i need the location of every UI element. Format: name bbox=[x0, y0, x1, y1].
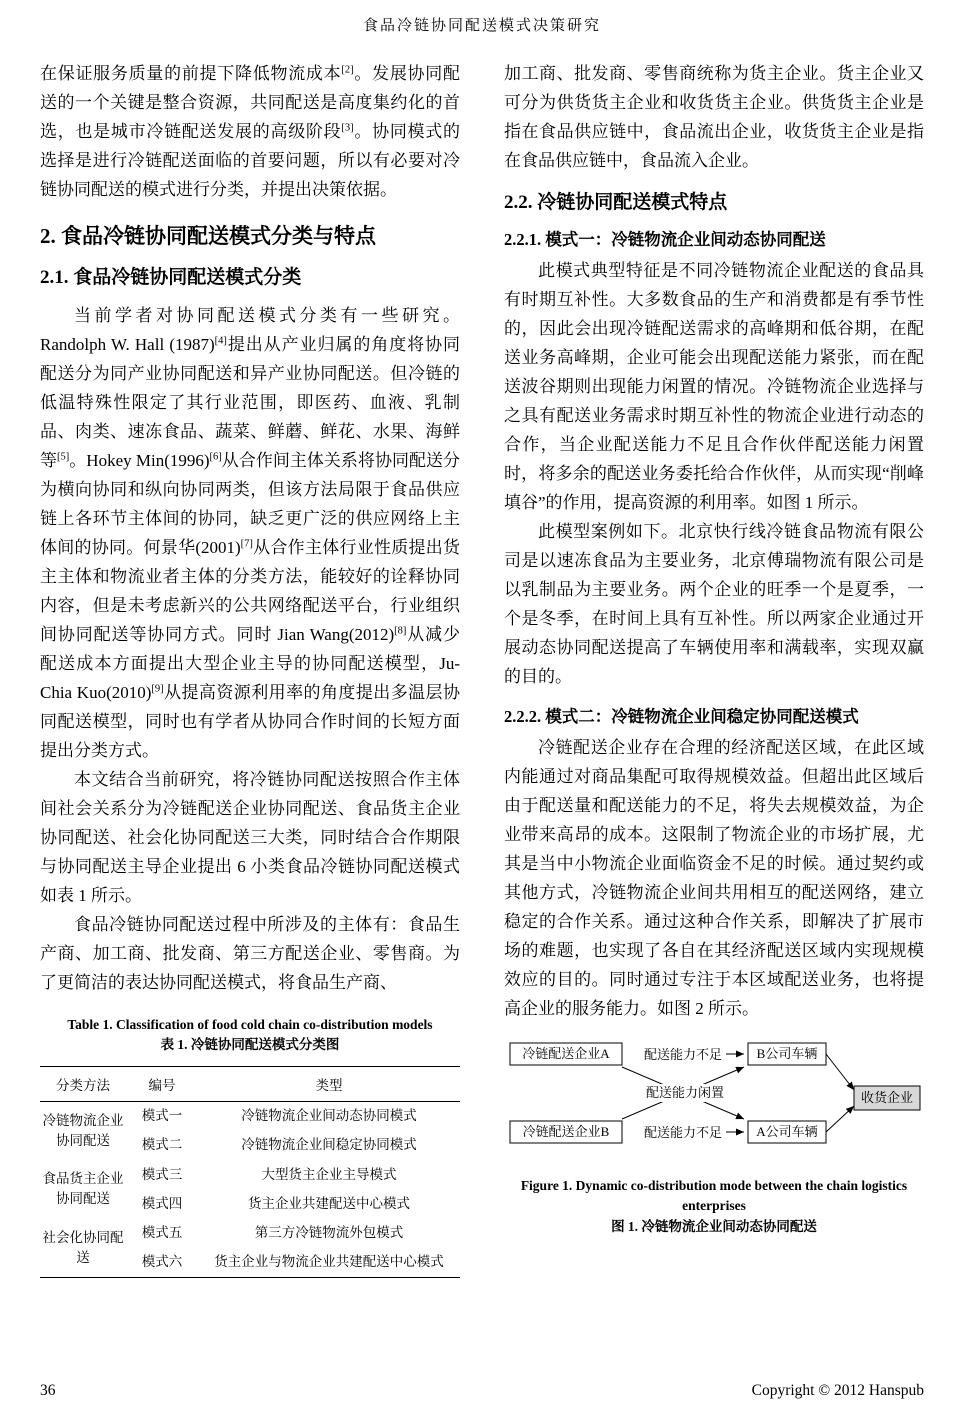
table-model-cell: 模式三 bbox=[141, 1166, 183, 1182]
table-model-cell: 模式一 bbox=[141, 1108, 183, 1123]
classification-table-body bbox=[40, 1101, 460, 1278]
paragraph-cargo-owners: 加工商、批发商、零售商统称为货主企业。货主企业又可分为供货货主企业和收货货主企业。供货货主企业是指在食品供应链中，食品流出企业，收货货主企业是指在食品供应链中，食品流入企业。 bbox=[504, 64, 924, 170]
table-type-cell: 大型货主企业主导模式 bbox=[261, 1166, 397, 1182]
table1-caption-en: Table 1. Classification of food cold chain co-distribution models bbox=[67, 1017, 433, 1032]
citation-ref: [3] bbox=[341, 122, 354, 134]
paragraph-subjects: 食品冷链协同配送过程中所涉及的主体有：食品生产商、加工商、批发商、第三方配送企业、零售商。为了更简洁的表达协同配送模式，将食品生产商、 bbox=[40, 915, 460, 992]
section-heading-2-2-2: 2.2.2. 模式二：冷链物流企业间稳定协同配送模式 bbox=[504, 707, 859, 726]
figure1-caption bbox=[504, 1176, 924, 1237]
citation-ref: [7] bbox=[240, 538, 253, 550]
paragraph-literature: 当前学者对协同配送模式分类有一些研究。Randolph W. Hall (1987)[4]提出从产业归属的角度将协同配送分为同产业协同配送和异产业协同配送。但冷链的低温特殊性限定了其行业范围，即医药、血液、乳制品、肉类、速冻食品、蔬菜、鲜蘑、鲜花、水果、海鲜等[5]。Hokey Min(1996)[6]从合作间主体关系将协同配送分为横向协同和纵向协同两类，但该方法局限于食品供应链上各环节主体间的协同，缺乏更广泛的供应网络上主体间的协同。何景华(2001)[7]从合作主体行业性质提出货主主体和物流业者主体的分类方法，能较好的诠释协同内容，但是未考虑新兴的公共网络配送平台，行业组织间协同配送等协同方式。同时 Jian Wang(2012)[8]从减少配送成本方面提出大型企业主导的协同配送模型，Ju-Chia Kuo(2010)[9]从提高资源利用率的角度提出多温层协同配送模型，同时也有学者从协同合作时间的长短方面提出分类方式。 bbox=[40, 306, 461, 760]
table-model-cell: 模式二 bbox=[141, 1137, 183, 1153]
right-column bbox=[504, 59, 924, 1278]
paragraph-classification: 本文结合当前研究，将冷链协同配送按照合作主体间社会关系分为冷链配送企业协同配送、食品货主企业协同配送、社会化协同配送三大类，同时结合合作期限与协同配送主导企业提出 6 小类食品冷链协同配送模式如表 1 所示。 bbox=[40, 770, 460, 905]
citation-ref: [4] bbox=[214, 335, 227, 347]
table-type-cell: 冷链物流企业间动态协同模式 bbox=[241, 1108, 417, 1123]
citation-ref: [5] bbox=[57, 451, 70, 463]
vehicle-a-label: A公司车辆 bbox=[756, 1124, 818, 1139]
citation-ref: [9] bbox=[151, 683, 164, 695]
to-receiver-arrow-top bbox=[826, 1054, 854, 1090]
vehicle-b-label: B公司车辆 bbox=[756, 1046, 818, 1061]
copyright-notice: Copyright © 2012 Hanspub bbox=[751, 1382, 924, 1399]
company-b-label: 冷链配送企业B bbox=[522, 1124, 610, 1139]
table-model-cell: 模式六 bbox=[141, 1254, 183, 1270]
table-category-cell: 社会化协同配送 bbox=[42, 1229, 124, 1265]
classification-table bbox=[40, 1066, 460, 1279]
table-row bbox=[40, 1160, 460, 1189]
citation-ref: [6] bbox=[209, 451, 222, 463]
idle-capacity-label: 配送能力闲置 bbox=[645, 1085, 725, 1100]
table-row bbox=[40, 1101, 460, 1131]
table-header-method: 分类方法 bbox=[56, 1077, 110, 1093]
table-type-cell: 冷链物流企业间稳定协同模式 bbox=[241, 1137, 417, 1153]
figure1 bbox=[504, 1035, 924, 1237]
page-number: 36 bbox=[40, 1382, 56, 1399]
content-columns bbox=[0, 35, 964, 1278]
section-heading-2-2-1: 2.2.1. 模式一：冷链物流企业间动态协同配送 bbox=[504, 230, 826, 249]
figure1-caption-zh: 图 1. 冷链物流企业间动态协同配送 bbox=[611, 1218, 817, 1234]
table-header-number: 编号 bbox=[148, 1077, 176, 1093]
table1-caption-zh: 表 1. 冷链协同配送模式分类图 bbox=[160, 1037, 340, 1053]
table-type-cell: 货主企业共建配送中心模式 bbox=[248, 1195, 410, 1211]
left-column bbox=[40, 59, 460, 1278]
table-row bbox=[40, 1219, 460, 1248]
shortage-bottom-label: 配送能力不足 bbox=[643, 1125, 723, 1140]
table-category-cell: 食品货主企业协同配送 bbox=[42, 1171, 124, 1207]
shortage-top-label: 配送能力不足 bbox=[643, 1047, 723, 1062]
section-heading-2-2: 2.2. 冷链协同配送模式特点 bbox=[504, 192, 728, 213]
table-category-cell: 冷链物流企业协同配送 bbox=[42, 1112, 124, 1148]
table-model-cell: 模式四 bbox=[141, 1195, 183, 1211]
table1-caption bbox=[40, 1015, 460, 1056]
citation-ref: [8] bbox=[394, 625, 407, 637]
company-a-label: 冷链配送企业A bbox=[522, 1046, 610, 1061]
table-header-row bbox=[40, 1066, 460, 1101]
paragraph-mode2: 冷链配送企业存在合理的经济配送区域，在此区域内能通过对商品集配可取得规模效益。但超出此区域后由于配送量和配送能力的不足，将失去规模效益，为企业带来高昂的成本。这限制了物流企业的市场扩展，尤其是当中小物流企业面临资金不足的时候。通过契约或其他方式，冷链物流企业间共用相互的配送网络，建立稳定的合作关系。通过这种合作关系，即解决了扩展市场的难题，也实现了各自在其经济配送区域内实现规模效应的目的。同时通过专注于本区域配送业务，也将提高企业的服务能力。如图 2 所示。 bbox=[504, 738, 924, 1018]
section-heading-2: 2. 食品冷链协同配送模式分类与特点 bbox=[40, 224, 376, 248]
table-type-cell: 货主企业与物流企业共建配送中心模式 bbox=[214, 1254, 444, 1270]
receiver-label: 收货企业 bbox=[860, 1090, 914, 1105]
to-receiver-arrow-bottom bbox=[826, 1106, 854, 1132]
citation-ref: [2] bbox=[341, 64, 354, 76]
table-header-type: 类型 bbox=[315, 1077, 343, 1093]
paragraph-intro: 在保证服务质量的前提下降低物流成本[2]。发展协同配送的一个关键是整合资源，共同配送是高度集约化的首选，也是城市冷链配送发展的高级阶段[3]。协同模式的选择是进行冷链配送面临的首要问题，所以有必要对冷链协同配送的模式进行分类，并提出决策依据。 bbox=[40, 64, 461, 199]
section-heading-2-1: 2.1. 食品冷链协同配送模式分类 bbox=[40, 267, 302, 288]
paragraph-mode1: 此模式典型特征是不同冷链物流企业配送的食品具有时期互补性。大多数食品的生产和消费都是有季节性的，因此会出现冷链配送需求的高峰期和低谷期，在配送业务高峰期，企业可能会出现配送能力紧张，而在配送波谷期则出现能力闲置的情况。冷链物流企业选择与之具有配送业务需求时期互补性的物流企业进行动态的合作，当企业配送能力不足且合作伙伴配送能力闲置时，将多余的配送业务委托给合作伙伴，从而实现“削峰填谷”的作用，提高资源的利用率。如图 1 所示。 bbox=[504, 261, 924, 512]
figure1-diagram bbox=[504, 1035, 924, 1161]
figure1-caption-en: Figure 1. Dynamic co-distribution mode between the chain logistics enterprises bbox=[520, 1178, 908, 1214]
paragraph-mode1-case: 此模型案例如下。北京快行线冷链食品物流有限公司是以速冻食品为主要业务，北京傅瑞物流有限公司是以乳制品为主要业务。两个企业的旺季一个是夏季，一个是冬季，在时间上具有互补性。所以两家企业通过开展动态协同配送提高了车辆使用率和满载率，实现双赢的目的。 bbox=[504, 522, 924, 686]
page-footer bbox=[40, 1382, 924, 1400]
running-head-title: 食品冷链协同配送模式决策研究 bbox=[362, 18, 601, 34]
table-type-cell: 第三方冷链物流外包模式 bbox=[254, 1225, 404, 1240]
table-model-cell: 模式五 bbox=[141, 1225, 183, 1240]
